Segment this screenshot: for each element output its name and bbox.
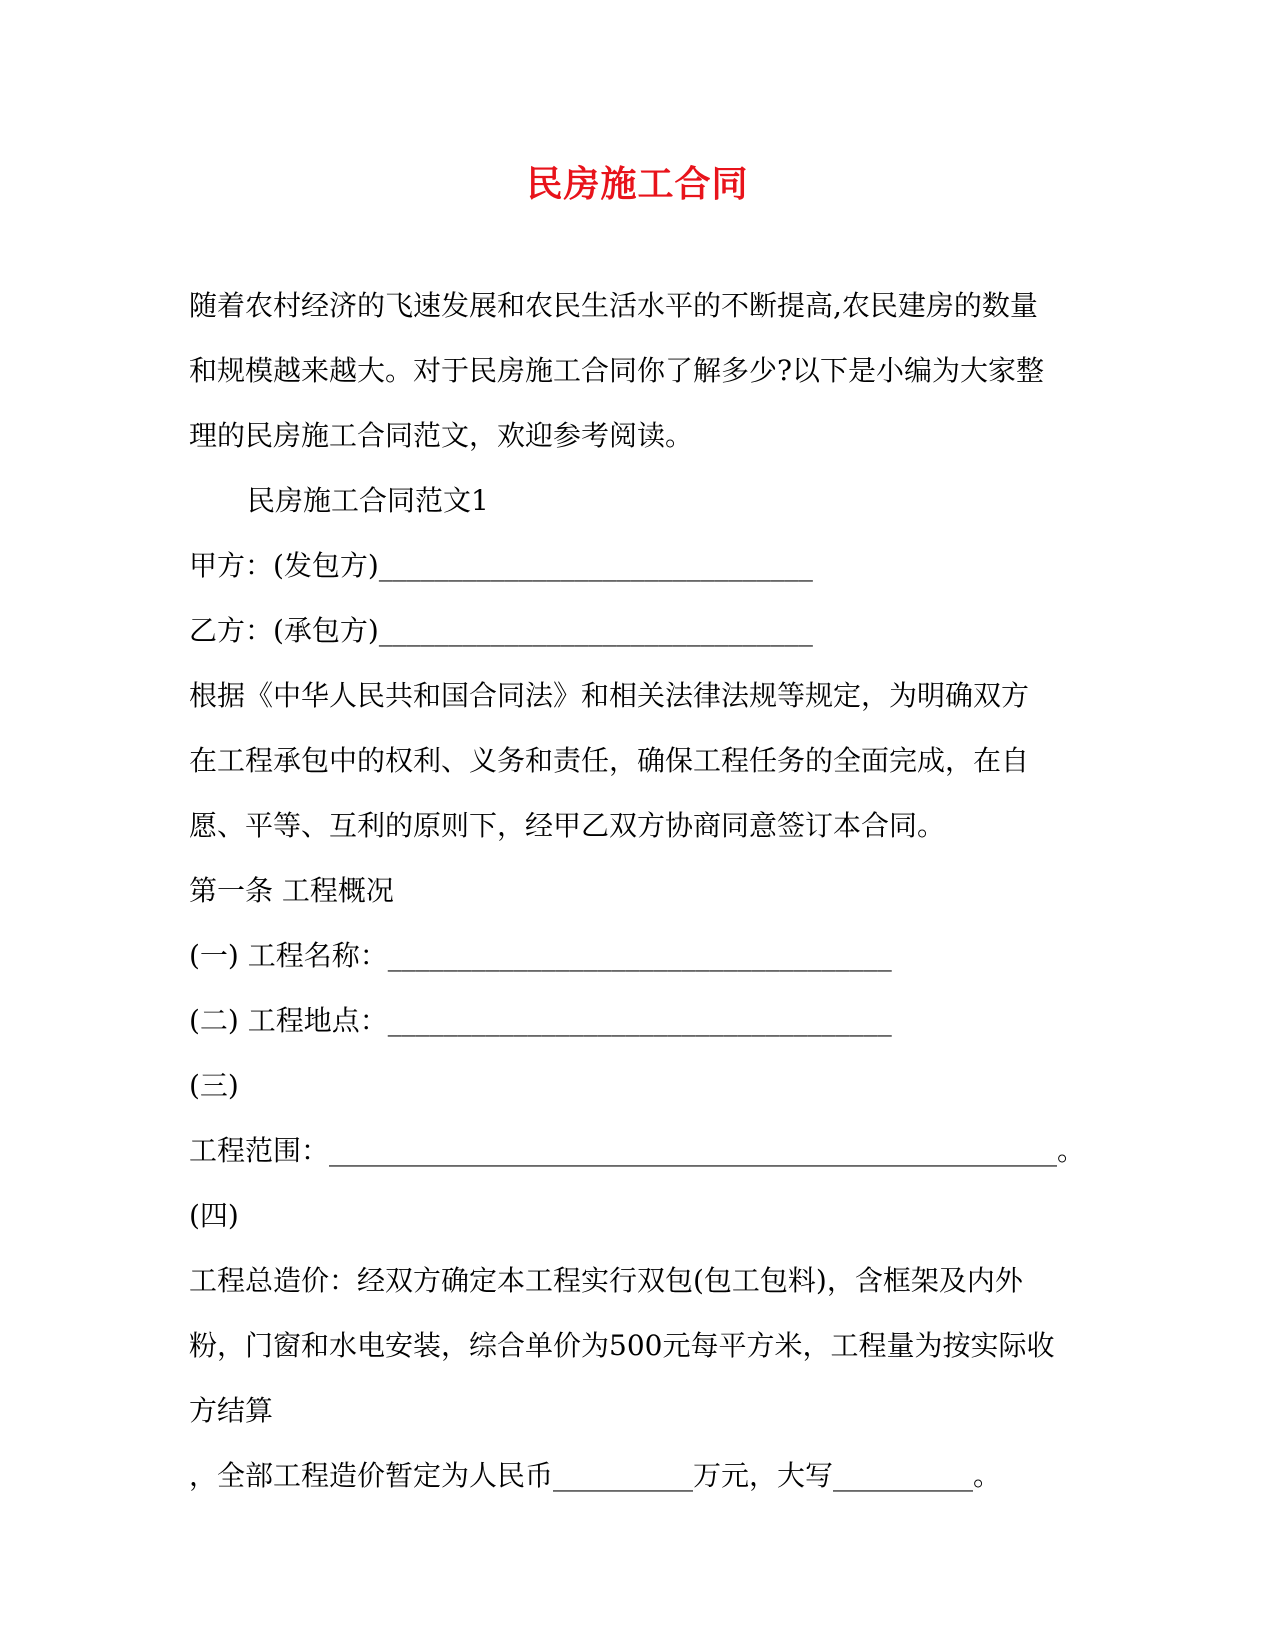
party-a-line: 甲方：(发包方)_______________________________ — [189, 549, 813, 582]
total-cost-line-3: 方结算 — [189, 1394, 274, 1427]
total-cost-line-4: ，全部工程造价暂定为人民币__________万元，大写__________。 — [189, 1459, 1002, 1492]
project-name-line: (一) 工程名称：____________________________________ — [189, 939, 892, 972]
preamble-line-1: 根据《中华人民共和国合同法》和相关法律法规等规定，为明确双方 — [189, 679, 1030, 712]
total-cost-line-2: 粉，门窗和水电安装，综合单价为500元每平方米，工程量为按实际收 — [189, 1329, 1055, 1362]
sample-heading: 民房施工合同范文1 — [247, 484, 489, 517]
preamble-line-3: 愿、平等、互利的原则下，经甲乙双方协商同意签订本合同。 — [189, 809, 946, 842]
intro-paragraph-line-1: 随着农村经济的飞速发展和农民生活水平的不断提高,农民建房的数量 — [189, 289, 1038, 322]
article-1-heading: 第一条 工程概况 — [189, 874, 394, 907]
preamble-line-2: 在工程承包中的权利、义务和责任，确保工程任务的全面完成，在自 — [189, 744, 1030, 777]
intro-paragraph-line-3: 理的民房施工合同范文，欢迎参考阅读。 — [189, 419, 694, 452]
intro-paragraph-line-2: 和规模越来越大。对于民房施工合同你了解多少?以下是小编为大家整 — [189, 354, 1045, 387]
item-3-label: (三) — [189, 1069, 239, 1102]
party-b-line: 乙方：(承包方)_______________________________ — [189, 614, 813, 647]
document-body — [189, 282, 1089, 1517]
project-location-line: (二) 工程地点：____________________________________ — [189, 1004, 892, 1037]
project-scope-line: 工程范围：____________________________________________________。 — [189, 1134, 1086, 1167]
document-title: 民房施工合同 — [526, 163, 749, 205]
total-cost-line-1: 工程总造价：经双方确定本工程实行双包(包工包料)，含框架及内外 — [189, 1264, 1023, 1297]
item-4-label: (四) — [189, 1199, 239, 1232]
